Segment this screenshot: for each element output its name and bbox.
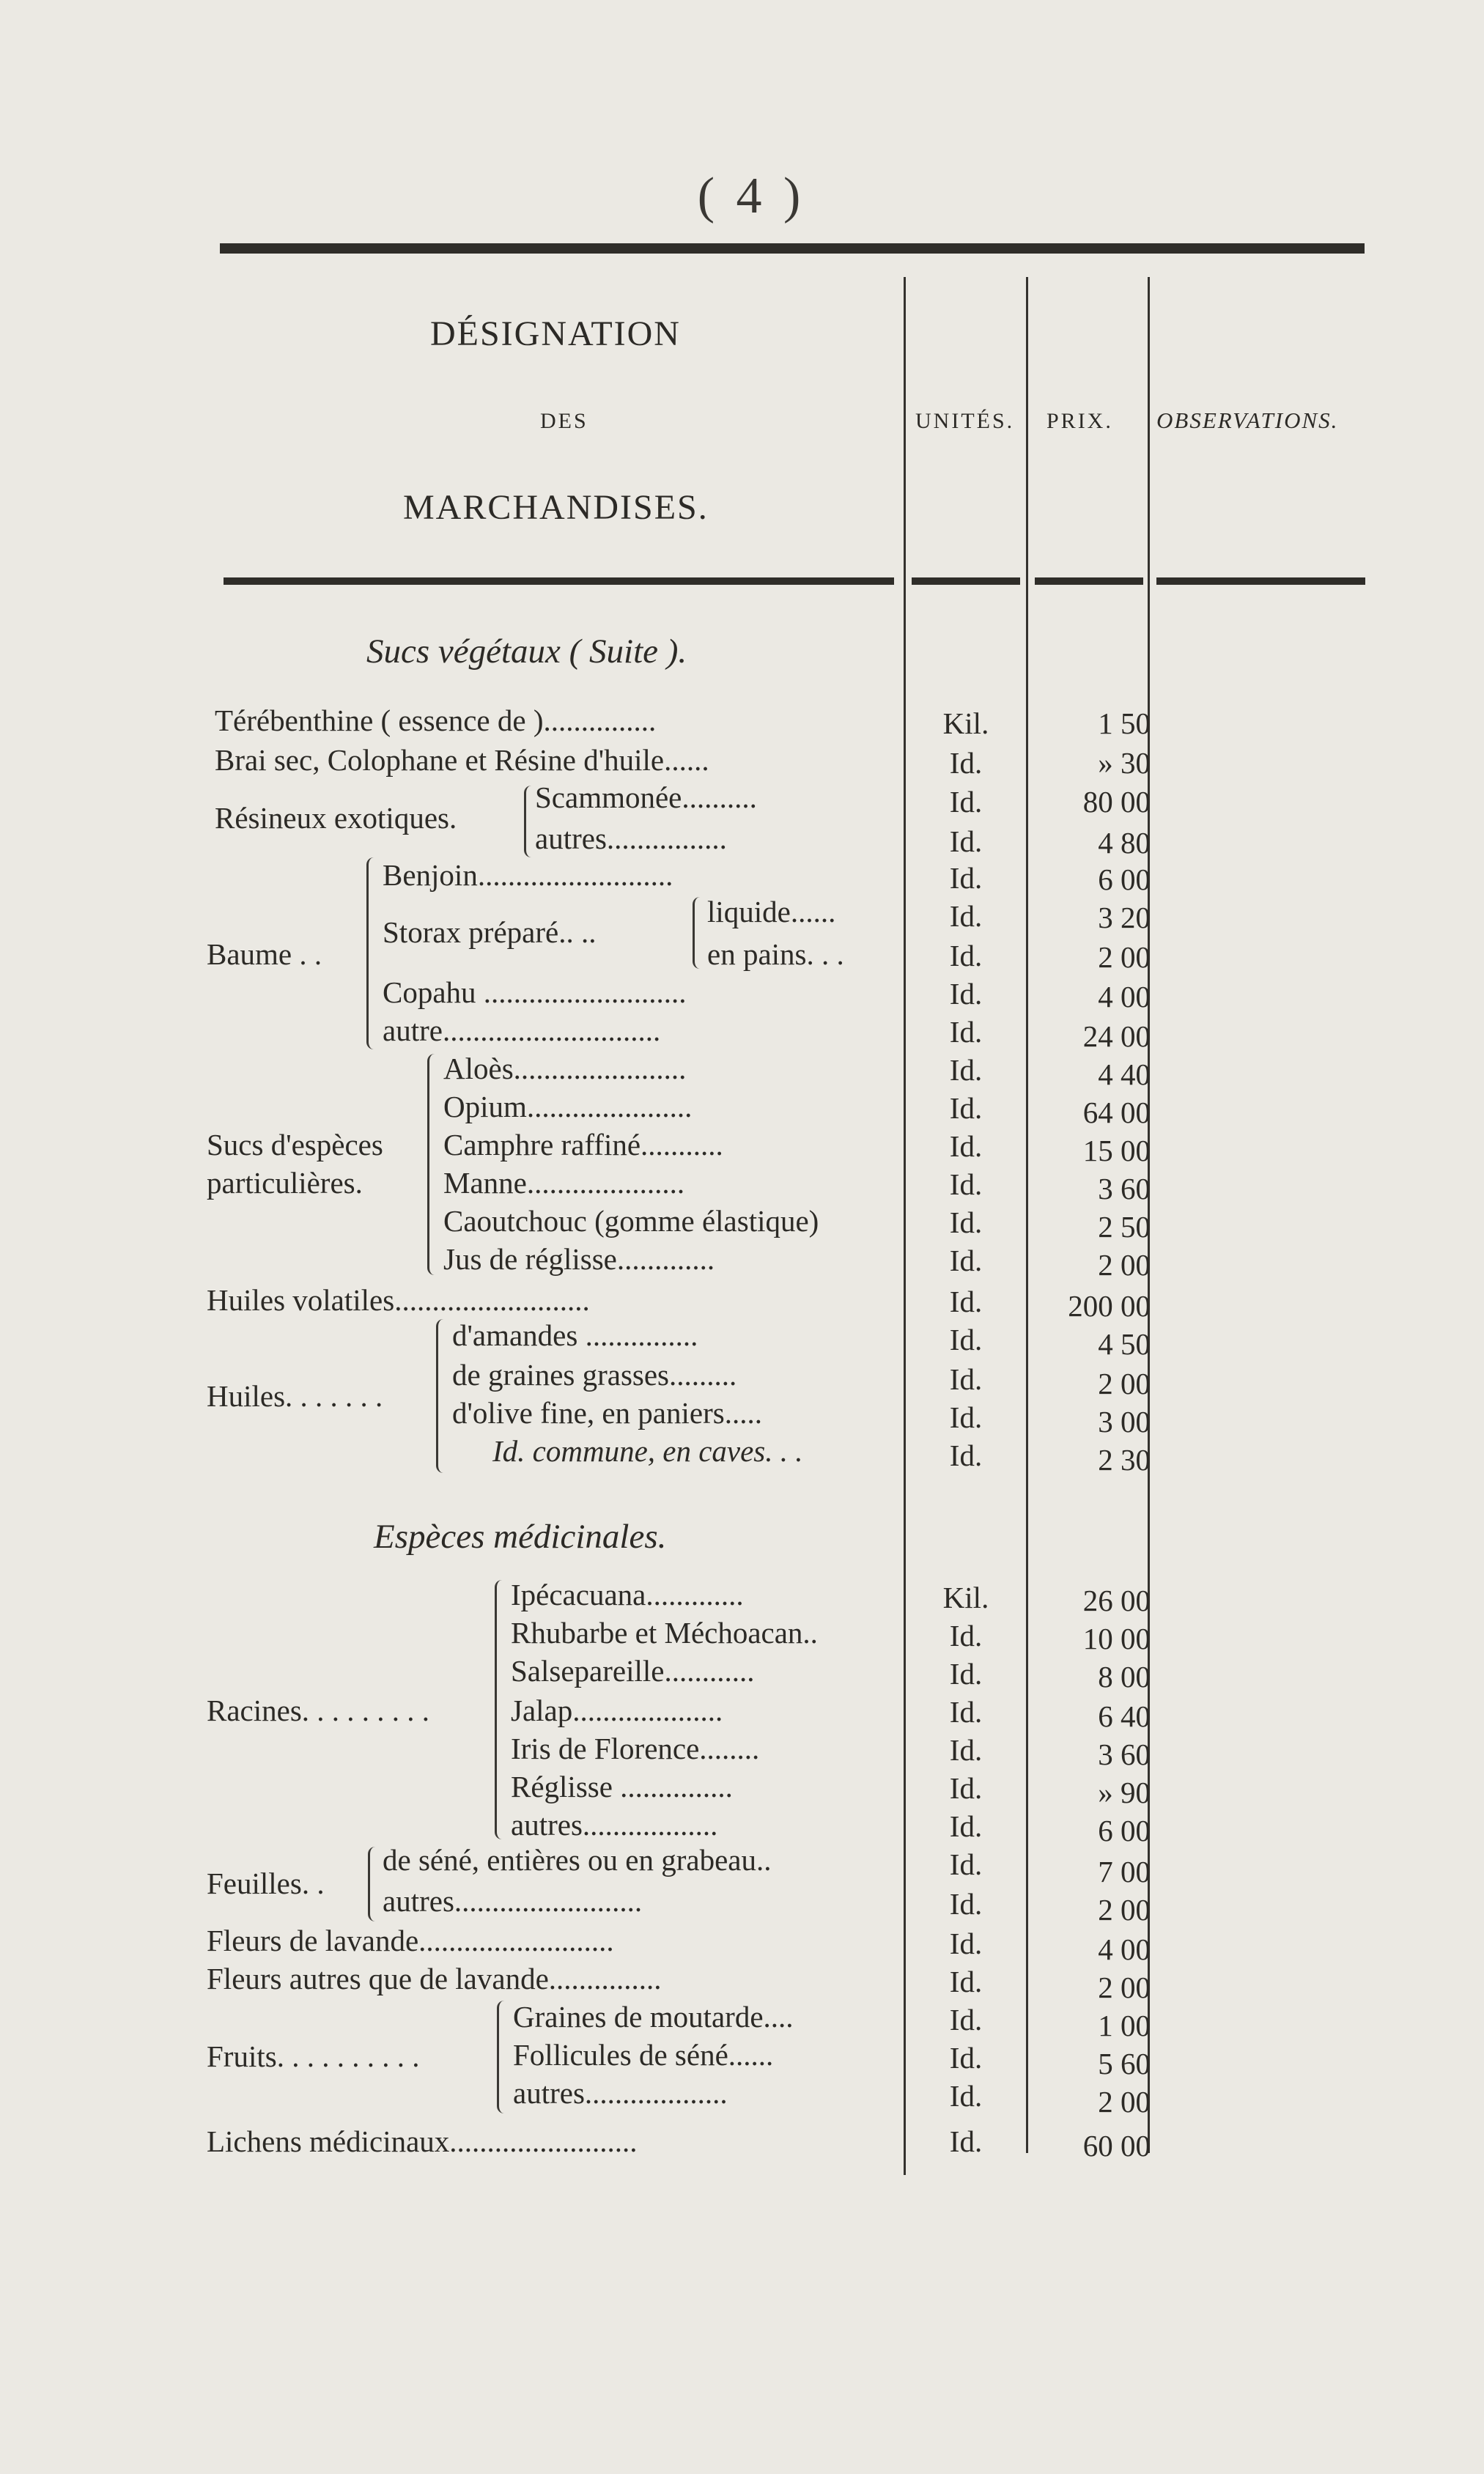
- row-label: Manne.....................: [443, 1166, 685, 1200]
- row-unit: Id.: [949, 1167, 983, 1201]
- row-label: en pains. . .: [707, 937, 844, 971]
- row-label: Salsepareille............: [511, 1654, 755, 1688]
- brace-sucs: [427, 1054, 437, 1275]
- row-label: de séné, entières ou en grabeau..: [383, 1843, 772, 1877]
- row-price: 2 00: [1098, 1971, 1151, 2004]
- brace-feuilles: [368, 1847, 377, 1921]
- row-label: Camphre raffiné...........: [443, 1128, 723, 1162]
- row-unit: Id.: [949, 2041, 983, 2075]
- brace-baume: [366, 857, 376, 1049]
- row-price: 2 00: [1098, 2085, 1151, 2119]
- row-price: 64 00: [1082, 1096, 1151, 1129]
- row-price: 5 60: [1098, 2047, 1151, 2080]
- row-price: » 90: [1098, 1776, 1151, 1809]
- brace: [524, 786, 534, 857]
- group-label: Huiles. . . . . . .: [207, 1379, 383, 1413]
- row-unit: Id.: [949, 785, 983, 819]
- row-label: Jus de réglisse.............: [443, 1242, 715, 1276]
- header-observations: OBSERVATIONS.: [1156, 407, 1339, 433]
- row-label: Iris de Florence........: [511, 1732, 760, 1765]
- top-rule: [220, 243, 1365, 254]
- row-price: 3 20: [1098, 901, 1151, 934]
- row-price: 2 00: [1098, 1248, 1151, 1282]
- row-unit: Id.: [949, 824, 983, 858]
- row-label: Rhubarbe et Méchoacan..: [511, 1616, 818, 1650]
- row-price: » 30: [1098, 746, 1151, 780]
- row-price: 2 00: [1098, 1367, 1151, 1400]
- row-label: Caoutchouc (gomme élastique): [443, 1204, 819, 1238]
- row-label: autre.............................: [383, 1013, 661, 1047]
- row-label: d'amandes ...............: [452, 1318, 698, 1352]
- brace-racines: [495, 1580, 504, 1839]
- section-title-sucs-vegetaux: Sucs végétaux ( Suite ).: [366, 632, 687, 671]
- row-unit: Id.: [949, 1362, 983, 1396]
- row-unit: Id.: [949, 746, 983, 780]
- row-price: 4 40: [1098, 1057, 1151, 1091]
- row-price: 2 30: [1098, 1443, 1151, 1477]
- header-rule-units: [912, 577, 1020, 585]
- row-label: autres..................: [511, 1808, 718, 1842]
- section-title-especes-medicinales: Espèces médicinales.: [374, 1518, 667, 1556]
- row-label: Follicules de séné......: [513, 2038, 774, 2072]
- row-label: Opium......................: [443, 1090, 693, 1123]
- group-label: Baume . .: [207, 937, 322, 971]
- row-price: 26 00: [1082, 1584, 1151, 1617]
- row-price: 2 00: [1098, 940, 1151, 974]
- column-divider-units: [904, 277, 906, 2175]
- brace: [693, 897, 702, 969]
- row-price: 60 00: [1082, 2129, 1151, 2163]
- header-prix: PRIX.: [1046, 409, 1113, 433]
- header-designation: DÉSIGNATION: [430, 314, 681, 353]
- row-unit: Id.: [949, 1619, 983, 1653]
- row-price: 6 40: [1098, 1699, 1151, 1733]
- row-label: Jalap....................: [511, 1694, 723, 1727]
- header-des: DES: [540, 409, 588, 433]
- header-rule-price: [1035, 577, 1143, 585]
- row-unit: Id.: [949, 1323, 983, 1356]
- row-label: Copahu ...........................: [383, 975, 687, 1009]
- row-price: 4 80: [1098, 826, 1151, 860]
- row-unit: Id.: [949, 1657, 983, 1691]
- row-label: Scammonée..........: [535, 780, 757, 814]
- row-unit: Id.: [949, 1129, 983, 1163]
- row-label: Huiles volatiles..........................: [207, 1283, 590, 1317]
- row-unit: Id.: [949, 1733, 983, 1767]
- header-rule-designation: [224, 577, 894, 585]
- row-label: Id. commune, en caves. . .: [492, 1434, 803, 1468]
- row-unit: Id.: [949, 861, 983, 895]
- row-price: 15 00: [1082, 1134, 1151, 1167]
- row-label: d'olive fine, en paniers.....: [452, 1396, 762, 1430]
- row-label: Aloès.......................: [443, 1052, 687, 1085]
- row-unit: Id.: [949, 1887, 983, 1921]
- row-unit: Id.: [949, 1244, 983, 1277]
- group-label: Sucs d'espèces: [207, 1128, 383, 1162]
- row-unit: Kil.: [942, 1581, 989, 1614]
- row-unit: Id.: [949, 1400, 983, 1434]
- row-unit: Id.: [949, 2124, 983, 2158]
- row-label: Graines de moutarde....: [513, 2000, 794, 2034]
- row-unit: Id.: [949, 1695, 983, 1729]
- row-unit: Kil.: [942, 706, 989, 740]
- row-label: Benjoin..........................: [383, 858, 673, 892]
- row-unit: Id.: [949, 939, 983, 972]
- row-unit: Id.: [949, 899, 983, 933]
- header-unites: UNITÉS.: [915, 409, 1015, 433]
- row-unit: Id.: [949, 1847, 983, 1881]
- header-rule-observations: [1156, 577, 1365, 585]
- row-price: 10 00: [1082, 1622, 1151, 1655]
- row-unit: Id.: [949, 1015, 983, 1049]
- row-label: autres...................: [513, 2076, 728, 2110]
- row-unit: Id.: [949, 1809, 983, 1843]
- row-label: Térébenthine ( essence de )...............: [215, 704, 657, 737]
- row-unit: Id.: [949, 1965, 983, 1998]
- row-unit: Id.: [949, 1927, 983, 1960]
- row-price: 4 00: [1098, 980, 1151, 1013]
- row-price: 4 50: [1098, 1327, 1151, 1361]
- row-label: de graines grasses.........: [452, 1358, 737, 1392]
- row-price: 1 50: [1098, 706, 1151, 740]
- row-price: 7 00: [1098, 1855, 1151, 1888]
- group-label: Racines. . . . . . . . .: [207, 1694, 430, 1727]
- row-unit: Id.: [949, 1053, 983, 1087]
- row-label: Lichens médicinaux.........................: [207, 2124, 638, 2158]
- group-label: Storax préparé.. ..: [383, 915, 597, 949]
- row-unit: Id.: [949, 977, 983, 1011]
- row-price: 80 00: [1082, 785, 1151, 819]
- row-label: Fleurs de lavande..........................: [207, 1924, 614, 1957]
- row-unit: Id.: [949, 2003, 983, 2037]
- row-price: 6 00: [1098, 1814, 1151, 1847]
- row-price: 3 00: [1098, 1405, 1151, 1439]
- row-unit: Id.: [949, 2079, 983, 2113]
- brace-fruits: [497, 2001, 506, 2113]
- row-price: 3 60: [1098, 1738, 1151, 1771]
- row-unit: Id.: [949, 1439, 983, 1472]
- header-marchandises: MARCHANDISES.: [403, 488, 709, 527]
- row-price: 200 00: [1068, 1289, 1151, 1323]
- row-price: 6 00: [1098, 863, 1151, 896]
- row-price: 24 00: [1082, 1019, 1151, 1053]
- row-label: Réglisse ...............: [511, 1770, 733, 1803]
- row-label: Ipécacuana.............: [511, 1578, 744, 1611]
- row-price: 2 00: [1098, 1893, 1151, 1927]
- group-label: Résineux exotiques.: [215, 801, 457, 835]
- row-price: 8 00: [1098, 1660, 1151, 1694]
- group-label: particulières.: [207, 1166, 363, 1200]
- row-unit: Id.: [949, 1285, 983, 1318]
- row-label: autres.........................: [383, 1884, 643, 1918]
- row-unit: Id.: [949, 1091, 983, 1125]
- group-label: Fruits. . . . . . . . . .: [207, 2039, 420, 2073]
- brace-huiles: [436, 1319, 446, 1473]
- row-label: liquide......: [707, 895, 836, 928]
- page-number: ( 4 ): [697, 168, 805, 224]
- row-label: autres................: [535, 821, 727, 855]
- row-unit: Id.: [949, 1205, 983, 1239]
- row-price: 4 00: [1098, 1932, 1151, 1966]
- row-price: 1 00: [1098, 2009, 1151, 2042]
- row-price: 3 60: [1098, 1172, 1151, 1205]
- row-label: Brai sec, Colophane et Résine d'huile......: [215, 743, 709, 777]
- group-label: Feuilles. .: [207, 1866, 325, 1900]
- row-unit: Id.: [949, 1771, 983, 1805]
- row-price: 2 50: [1098, 1210, 1151, 1244]
- row-label: Fleurs autres que de lavande...............: [207, 1962, 662, 1995]
